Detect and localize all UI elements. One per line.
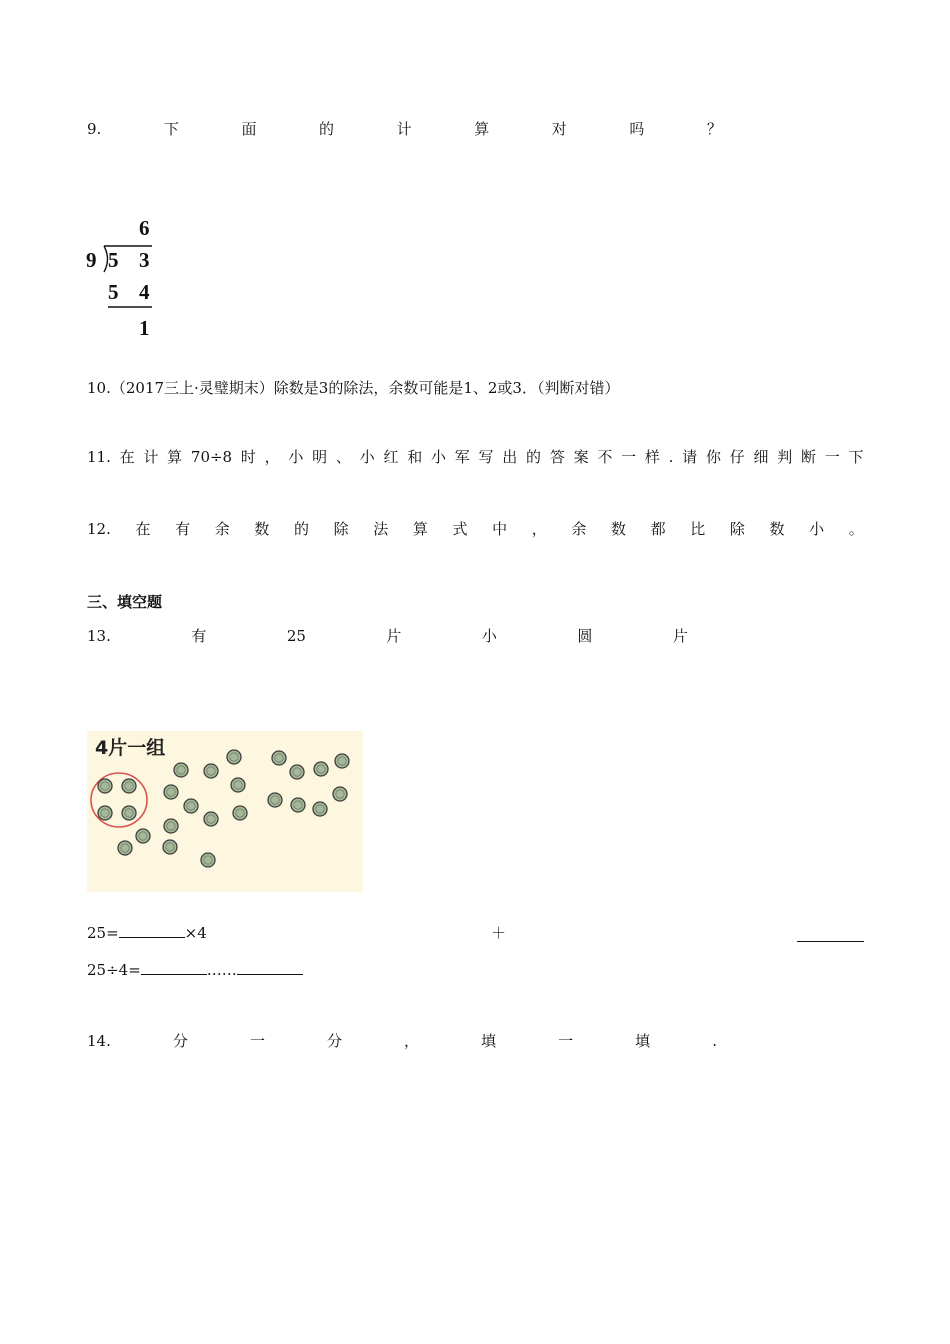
disc [204, 764, 218, 778]
disc [201, 853, 215, 867]
q11-char: 样 [644, 448, 660, 466]
disc [291, 798, 305, 812]
q12-char: 小 [809, 520, 825, 538]
q13-char: 片 [672, 627, 688, 645]
q14-char: 一 [558, 1032, 574, 1050]
q13-char: 圆 [577, 627, 593, 645]
q11-char: 不 [597, 448, 613, 466]
remainder-digit: 1 [139, 316, 150, 340]
q12-char: 中 [492, 520, 508, 538]
eq2-left: 25÷4= [87, 961, 141, 979]
q12-char: 的 [293, 520, 309, 538]
q11-char: 明 [312, 448, 328, 466]
disc [163, 840, 177, 854]
q11-char: 一 [824, 448, 840, 466]
q11-char: 算 [167, 448, 183, 466]
disc [174, 763, 188, 777]
q13-char: 小 [481, 627, 497, 645]
q14-char: . [712, 1032, 717, 1050]
q14-char: 填 [635, 1032, 651, 1050]
disc [335, 754, 349, 768]
q11-char: 小 [430, 448, 446, 466]
question-9 [87, 118, 722, 139]
q14-char: ， [404, 1032, 420, 1050]
product-ones: 4 [139, 280, 150, 304]
disc [227, 750, 241, 764]
q12-char: 都 [650, 520, 666, 538]
blank-remainder[interactable] [797, 940, 864, 942]
division-bracket [104, 246, 108, 272]
disc [136, 829, 150, 843]
question-12 [87, 518, 864, 539]
disc [290, 765, 304, 779]
q12-char: 。 [848, 520, 864, 538]
product-tens: 5 [108, 280, 119, 304]
discs-illustration [87, 731, 363, 892]
question-number: 14. [87, 1032, 111, 1050]
q11-char: 的 [526, 448, 542, 466]
eq2-dots: …… [206, 961, 237, 979]
disc [268, 793, 282, 807]
question-number: 13. [87, 627, 111, 645]
q11-char: 在 [119, 448, 135, 466]
q12-char: 在 [135, 520, 151, 538]
dividend-ones: 3 [139, 248, 150, 272]
q12-char: 余 [214, 520, 230, 538]
long-division [86, 214, 166, 344]
question-13 [87, 625, 688, 646]
q14-char: 填 [481, 1032, 497, 1050]
q12-char: 数 [769, 520, 785, 538]
disc [164, 819, 178, 833]
q12-char: 余 [571, 520, 587, 538]
q13-char: 25 [286, 627, 306, 645]
q9-char: 算 [474, 120, 490, 138]
q12-char: 算 [412, 520, 428, 538]
blank-groups[interactable] [119, 936, 185, 938]
q14-char: 分 [326, 1032, 342, 1050]
q11-char: 一 [621, 448, 637, 466]
q13-char: 有 [191, 627, 207, 645]
question-number: 12. [87, 520, 111, 538]
disc [314, 762, 328, 776]
q11-char: 下 [848, 448, 864, 466]
disc [98, 779, 112, 793]
q11-char: 军 [454, 448, 470, 466]
dividend-tens: 5 [108, 248, 119, 272]
q11-char: 时 [240, 448, 256, 466]
disc [333, 787, 347, 801]
q11-char: 小 [359, 448, 375, 466]
q11-char: 你 [705, 448, 721, 466]
q11-char: 小 [288, 448, 304, 466]
q9-char: 计 [396, 120, 412, 138]
q9-char: ？ [706, 120, 722, 138]
q11-char: 仔 [729, 448, 745, 466]
eq1-times: ×4 [184, 924, 207, 942]
q12-char: 数 [254, 520, 270, 538]
q11-char: 断 [801, 448, 817, 466]
q12-char: ， [531, 520, 547, 538]
quotient-digit: 6 [139, 216, 150, 240]
q12-char: 比 [690, 520, 706, 538]
q11-char: 请 [682, 448, 698, 466]
q11-char: 70÷8 [190, 448, 233, 466]
q11-char: 写 [478, 448, 494, 466]
q11-char: 案 [573, 448, 589, 466]
q11-char: ， [264, 448, 280, 466]
question-14 [87, 1030, 717, 1051]
q14-char: 分 [172, 1032, 188, 1050]
q12-char: 数 [610, 520, 626, 538]
q13-char: 片 [386, 627, 402, 645]
question-number: 9. [87, 120, 102, 138]
disc [184, 799, 198, 813]
equation-2 [87, 961, 303, 979]
q9-char: 对 [551, 120, 567, 138]
q12-char: 除 [729, 520, 745, 538]
eq1-plus: ＋ [491, 924, 507, 942]
disc [164, 785, 178, 799]
q9-char: 下 [163, 120, 179, 138]
blank-remainder-2[interactable] [237, 973, 303, 975]
figure-label: 4片一组 [95, 737, 166, 759]
q9-char: 的 [319, 120, 335, 138]
question-number: 11. [87, 448, 111, 466]
q11-char: 和 [407, 448, 423, 466]
q12-char: 有 [175, 520, 191, 538]
q9-char: 面 [241, 120, 257, 138]
q11-char: . [668, 448, 674, 466]
division-bracket-lines [86, 214, 166, 344]
disc [98, 806, 112, 820]
q11-char: 细 [753, 448, 769, 466]
divisor-digit: 9 [86, 248, 97, 272]
disc [122, 806, 136, 820]
question-11 [87, 446, 864, 467]
disc [122, 779, 136, 793]
disc [231, 778, 245, 792]
equation-1 [87, 924, 207, 942]
q12-char: 除 [333, 520, 349, 538]
section-title: 三、填空题 [87, 593, 163, 611]
q9-char: 吗 [629, 120, 645, 138]
disc [272, 751, 286, 765]
disc [233, 806, 247, 820]
disc [118, 841, 132, 855]
q14-char: 一 [249, 1032, 265, 1050]
q12-char: 式 [452, 520, 468, 538]
q12-char: 法 [373, 520, 389, 538]
disc [313, 802, 327, 816]
discs-figure [87, 731, 363, 892]
blank-quotient[interactable] [141, 973, 207, 975]
question-10: 10.（2017三上·灵璧期末）除数是3的除法，余数可能是1、2或3．（判断对错） [87, 379, 620, 397]
q11-char: 、 [335, 448, 351, 466]
q11-char: 红 [383, 448, 399, 466]
q11-char: 出 [502, 448, 518, 466]
q11-char: 判 [777, 448, 793, 466]
eq1-left: 25= [87, 924, 119, 942]
q11-char: 答 [549, 448, 565, 466]
disc [204, 812, 218, 826]
q11-char: 计 [143, 448, 159, 466]
